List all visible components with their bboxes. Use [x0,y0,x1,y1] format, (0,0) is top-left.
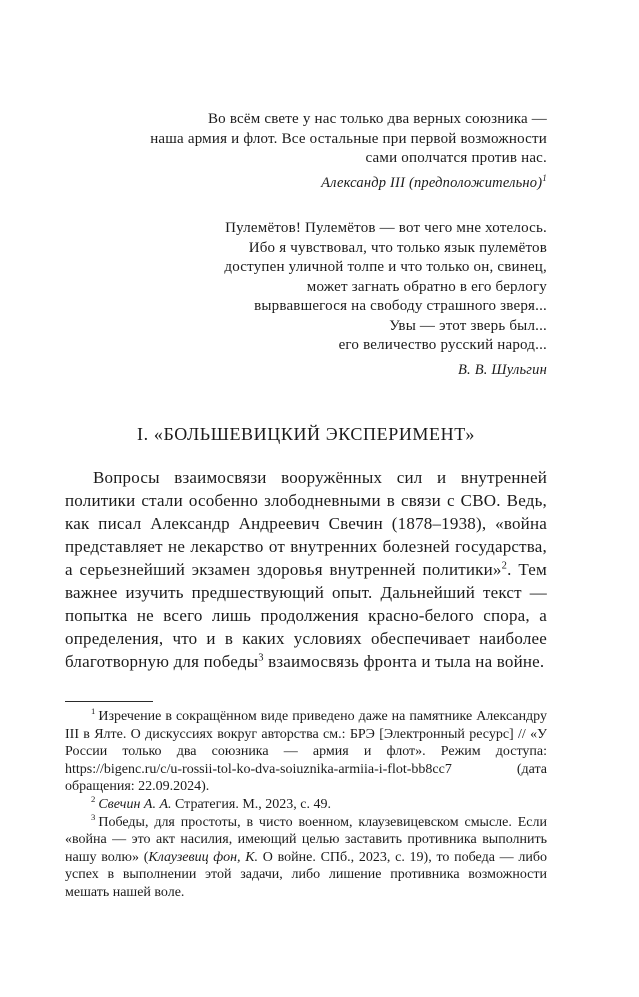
epigraph-1 [65,110,547,193]
footnote-3 [65,811,547,902]
epigraph-line: вырвавшегося на свободу страшного зверя... [254,298,547,314]
body-paragraph [65,466,547,673]
epigraph-line: наша армия и флот. Все остальные при первой возможности [150,130,547,147]
attribution-text: Александр III (предположительно) [321,174,543,191]
footnote-ref-1: 1 [542,172,547,183]
epigraph-line: сами ополчатся против нас. [365,150,547,166]
epigraph-line: его величество русский народ... [338,337,547,353]
epigraph-attribution [65,174,547,194]
footnote-author: Свечин А. А. [98,796,172,812]
epigraph-section [65,110,547,380]
epigraph-attribution [65,361,547,381]
body-text-segment: Вопросы взаимосвязи вооружённых сил и внутренней политики стали особенно злободневными в связи с СВО. Ведь, как писал Александр Андреевич Свечин (1878–1938), «война представляет не лекарство от внутренних болезней государства, а серьезнейший экзамен здоровья внутренней политики» [65,468,547,579]
footnote-marker: 2 [91,794,96,805]
footnote-1 [65,708,547,796]
body-text-segment: взаимосвязь фронта и тыла на войне. [263,652,545,671]
footnote-text: Стратегия. М., 2023, с. 49. [171,796,331,812]
footnote-author: Клаузевиц фон, К. [148,849,259,865]
epigraph-line: может загнать обратно в его берлогу [306,278,547,295]
footnote-ref-2: 2 [501,560,508,572]
footnote-ref-3: 3 [258,652,264,664]
epigraph-line: доступен уличной толпе и что только он, свинец, [224,259,547,275]
epigraph-line: Увы — этот зверь был... [389,317,547,334]
chapter-title: I. «БОЛЬШЕВИЦКИЙ ЭКСПЕРИМЕНТ» [137,424,475,444]
footnote-text: О войне. СПб., 2023, с. 19), то победа — либо успех в выполнении этой задачи, либо лишение противника возможности мешать нашей воле. [65,849,547,900]
footnotes-section [65,708,547,902]
footnote-divider [65,701,153,702]
epigraph-line: Во всём свете у нас только два верных союзника — [207,111,547,127]
footnote-text: Изречение в сокращённом виде приведено даже на памятнике Александру III в Ялте. О дискуссиях вокруг авторства см.: БРЭ [Электронный ресурс] // «У России только два союзника — армия и флот». Режим доступа: https://bigenc.ru/c/u-rossii-tol-ko-dva-soiuznika-armiia-i-flot-bb8cc7 (дата обращения: 22.09.2024). [65,709,547,795]
body-text-segment: . Тем важнее изучить предшествующий опыт. Дальнейший текст — попытка не всего лишь продолжения красно-белого спора, а определения, что и в каких условиях обеспечивает наиболее благотворную для победы [65,560,548,671]
attribution-text: В. В. Шульгин [457,361,547,378]
footnote-marker: 3 [91,811,96,822]
epigraph-line: Ибо я чувствовал, что только язык пулемётов [248,239,547,256]
footnote-text: Победы, для простоты, в чисто военном, клаузевицевском смысле. Если «война — это акт насилия, имеющий целью заставить противника выполнить нашу волю» ( [65,814,547,865]
epigraph-line: Пулемётов! Пулемётов — вот чего мне хотелось. [225,220,547,236]
footnote-2 [65,796,547,814]
epigraph-2 [65,219,547,380]
footnote-marker: 1 [91,706,96,717]
